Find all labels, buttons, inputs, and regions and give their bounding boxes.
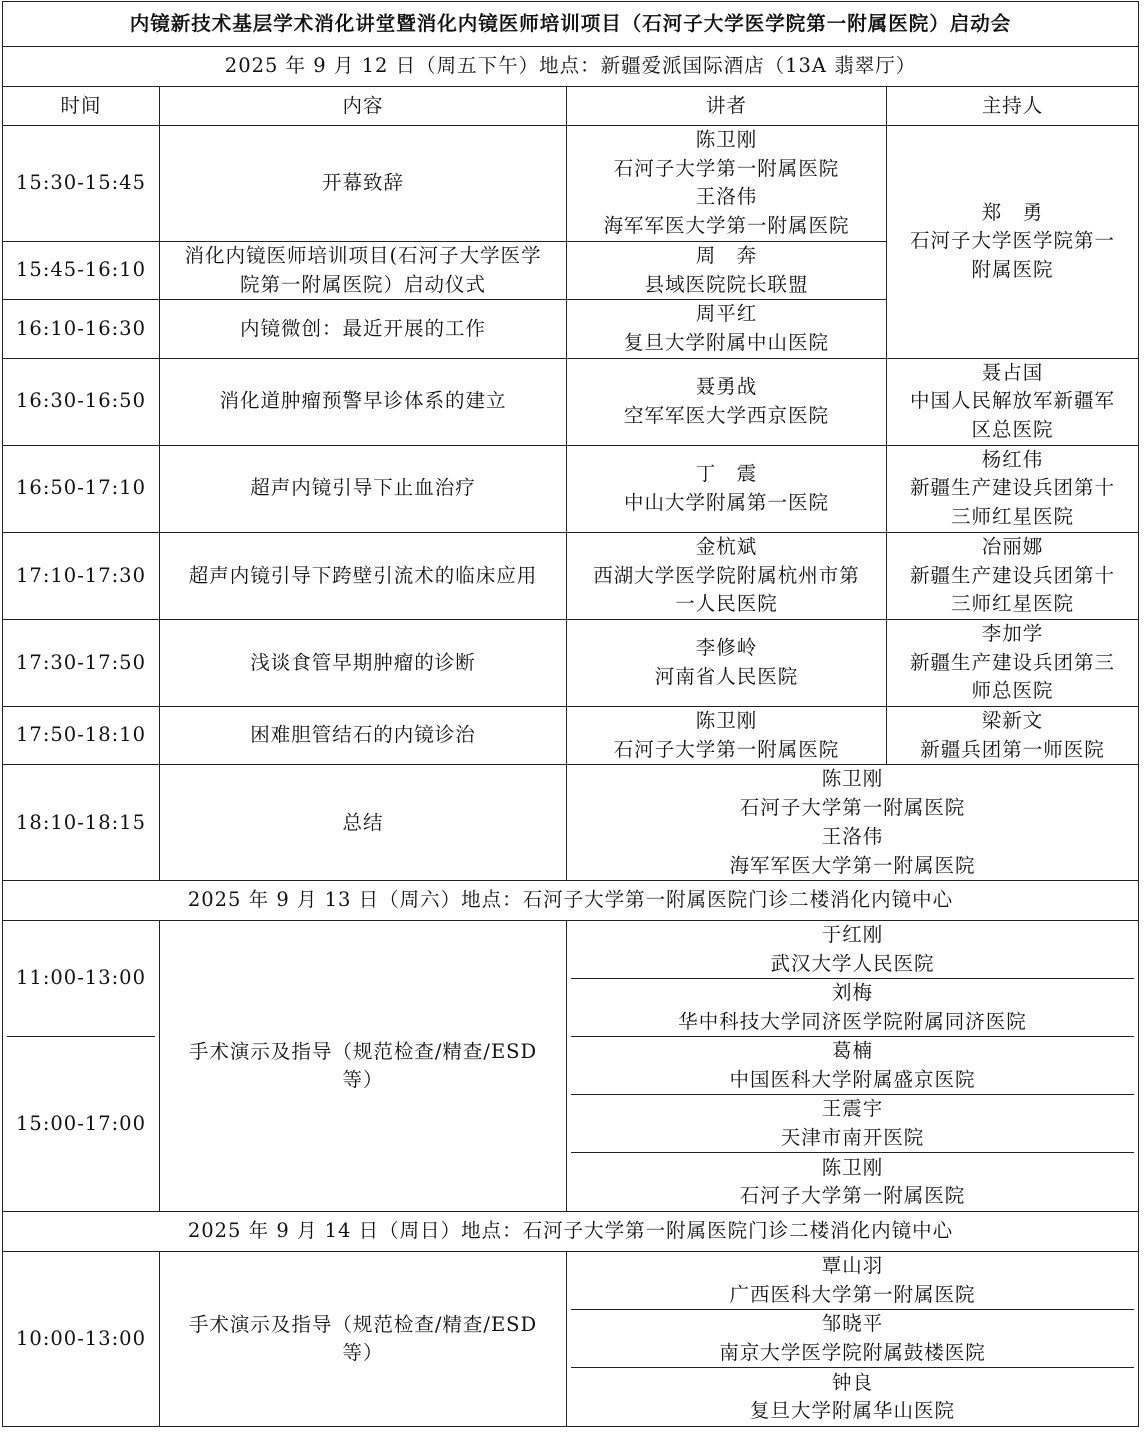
- dateline-row: [3, 881, 1139, 921]
- speaker-affiliation: 西湖大学医学院附属杭州市第: [593, 563, 860, 587]
- speaker-name: 陈卫刚: [695, 709, 758, 733]
- speaker-block: [571, 1095, 1134, 1153]
- time-cell: 10:00-13:00: [3, 1252, 160, 1427]
- day1-dateline: 2025 年 9 月 12 日（周五下午）地点：新疆爱派国际酒店（13A 翡翠厅）: [3, 47, 1139, 87]
- host-affiliation: 中国人民解放军新疆军: [910, 389, 1116, 413]
- topic-cell: 消化道肿瘤预警早诊体系的建立: [160, 358, 567, 445]
- speaker-name: 王洛伟: [821, 824, 884, 848]
- host-cell: [887, 619, 1139, 706]
- speaker-block: [571, 1310, 1134, 1368]
- host-affiliation: 附属医院: [971, 258, 1054, 282]
- host-affiliation: 师总医院: [971, 679, 1054, 703]
- speaker-affiliation: 海军军医大学第一附属医院: [729, 853, 976, 877]
- speaker-cell: [567, 445, 887, 532]
- speaker-block: [571, 1037, 1134, 1095]
- time-cell: 17:30-17:50: [3, 619, 160, 706]
- table-row: [3, 765, 1139, 881]
- title-row: [3, 2, 1139, 47]
- topic-line: 消化内镜医师培训项目(石河子大学医学: [184, 243, 542, 267]
- time-slot: [7, 1037, 155, 1211]
- table-row: [3, 707, 1139, 765]
- speaker-name: 王洛伟: [695, 185, 758, 209]
- host-cell: [887, 445, 1139, 532]
- day3-dateline: 2025 年 9 月 14 日（周日）地点：石河子大学第一附属医院门诊二楼消化内镜中心: [3, 1212, 1139, 1252]
- speaker-affiliation: 河南省人民医院: [654, 665, 799, 688]
- dateline-row: [3, 1212, 1139, 1252]
- speaker-cell: [567, 921, 1139, 1212]
- topic-cell: [160, 241, 567, 299]
- speaker-name: 陈卫刚: [821, 1155, 884, 1179]
- time-cell: 17:10-17:30: [3, 532, 160, 619]
- speaker-cell: [567, 707, 887, 765]
- speaker-block: [571, 1153, 1134, 1211]
- table-row: [3, 126, 1139, 242]
- host-name: 梁新文: [981, 709, 1044, 733]
- topic-line: 手术演示及指导（规范检查/精查/ESD: [188, 1312, 538, 1336]
- topic-cell: 浅谈食管早期肿瘤的诊断: [160, 619, 567, 706]
- host-affiliation: 新疆生产建设兵团第十: [910, 563, 1116, 587]
- speaker-name: 周 奔: [695, 243, 758, 267]
- time-cell: 16:10-16:30: [3, 300, 160, 358]
- time-cell: 17:50-18:10: [3, 707, 160, 765]
- speaker-affiliation: 南京大学医学院附属鼓楼医院: [719, 1340, 986, 1364]
- host-cell: [887, 126, 1139, 359]
- speaker-cell: [567, 126, 887, 242]
- speaker-affiliation: 海军军医大学第一附属医院: [603, 214, 850, 238]
- table-row: [3, 532, 1139, 619]
- time-label: 15:00-17:00: [16, 1111, 146, 1135]
- host-affiliation: 新疆生产建设兵团第三: [910, 650, 1116, 674]
- speaker-affiliation: 武汉大学人民医院: [770, 951, 935, 975]
- speaker-affiliation: 华中科技大学同济医学院附属同济医院: [678, 1009, 1027, 1033]
- speaker-cell: [567, 619, 887, 706]
- speaker-name: 陈卫刚: [695, 128, 758, 151]
- speaker-name: 丁 震: [695, 462, 758, 486]
- topic-cell: [160, 1252, 567, 1427]
- speaker-affiliation: 天津市南开医院: [780, 1125, 925, 1149]
- time-cell: 16:30-16:50: [3, 358, 160, 445]
- topic-line: 手术演示及指导（规范检查/精查/ESD: [188, 1039, 538, 1063]
- topic-cell: 超声内镜引导下止血治疗: [160, 445, 567, 532]
- host-cell: [887, 707, 1139, 765]
- topic-cell: [160, 921, 567, 1212]
- host-cell: [887, 532, 1139, 619]
- speaker-affiliation: 复旦大学附属华山医院: [750, 1399, 956, 1423]
- topic-cell: 总结: [160, 765, 567, 881]
- speaker-affiliation: 空军军医大学西京医院: [623, 403, 829, 427]
- host-name: 李加学: [981, 621, 1044, 645]
- host-name: 杨红伟: [981, 447, 1044, 471]
- speaker-name: 葛楠: [832, 1039, 874, 1063]
- speaker-cell: [567, 241, 887, 299]
- page-title: 内镜新技术基层学术消化讲堂暨消化内镜医师培训项目（石河子大学医学院第一附属医院）启动会: [3, 2, 1139, 47]
- header-speaker: 讲者: [567, 87, 887, 126]
- speaker-name: 周平红: [695, 302, 758, 326]
- header-row: [3, 87, 1139, 126]
- topic-line: 院第一附属医院）启动仪式: [239, 272, 486, 296]
- topic-cell: 超声内镜引导下跨壁引流术的临床应用: [160, 532, 567, 619]
- host-affiliation: 石河子大学医学院第一: [910, 229, 1116, 253]
- time-label: 11:00-13:00: [16, 966, 146, 990]
- speaker-block: [571, 979, 1134, 1037]
- schedule-table: [2, 1, 1139, 1427]
- speaker-name: 于红刚: [821, 923, 884, 947]
- topic-cell: 开幕致辞: [160, 126, 567, 242]
- speaker-affiliation: 一人民医院: [675, 592, 778, 616]
- speaker-affiliation: 广西医科大学第一附属医院: [729, 1282, 976, 1306]
- speaker-affiliation: 中国医科大学附属盛京医院: [729, 1067, 976, 1091]
- table-row: [3, 619, 1139, 706]
- speaker-affiliation: 石河子大学第一附属医院: [739, 1184, 966, 1208]
- speaker-block: [571, 921, 1134, 979]
- speaker-block: [571, 1368, 1134, 1426]
- time-cell: 16:50-17:10: [3, 445, 160, 532]
- speaker-name: 覃山羽: [821, 1254, 884, 1278]
- topic-cell: 困难胆管结石的内镜诊治: [160, 707, 567, 765]
- topic-line: 等）: [342, 1068, 384, 1092]
- table-row: [3, 1252, 1139, 1427]
- speaker-name: 聂勇战: [695, 374, 758, 398]
- time-slot: [7, 921, 155, 1037]
- header-time: 时间: [3, 87, 160, 126]
- host-name: 冶丽娜: [981, 534, 1044, 558]
- speaker-affiliation: 中山大学附属第一医院: [623, 490, 829, 514]
- speaker-cell: [567, 1252, 1139, 1427]
- speaker-affiliation: 县域医院院长联盟: [644, 272, 809, 296]
- speaker-name: 陈卫刚: [821, 767, 884, 791]
- speaker-affiliation: 复旦大学附属中山医院: [623, 330, 829, 354]
- speaker-name: 刘梅: [832, 981, 874, 1005]
- speaker-name: 李修岭: [695, 636, 758, 660]
- speaker-cell: [567, 532, 887, 619]
- topic-line: 等）: [342, 1341, 384, 1365]
- speaker-affiliation: 石河子大学第一附属医院: [613, 737, 840, 761]
- host-affiliation: 三师红星医院: [951, 505, 1075, 529]
- dateline-row: [3, 47, 1139, 87]
- table-row: [3, 445, 1139, 532]
- header-content: 内容: [160, 87, 567, 126]
- topic-cell: 内镜微创：最近开展的工作: [160, 300, 567, 358]
- host-name: 郑 勇: [981, 200, 1044, 224]
- table-row: [3, 921, 1139, 1212]
- speaker-name: 钟良: [832, 1370, 874, 1394]
- header-host: 主持人: [887, 87, 1139, 126]
- time-cell: 15:30-15:45: [3, 126, 160, 242]
- speaker-affiliation: 石河子大学第一附属医院: [739, 796, 966, 820]
- host-affiliation: 三师红星医院: [951, 592, 1075, 616]
- host-cell: [887, 358, 1139, 445]
- day2-dateline: 2025 年 9 月 13 日（周六）地点：石河子大学第一附属医院门诊二楼消化内镜中心: [3, 881, 1139, 921]
- time-cell: [3, 921, 160, 1212]
- speaker-cell: [567, 358, 887, 445]
- host-affiliation: 新疆兵团第一师医院: [920, 737, 1105, 761]
- speaker-block: [571, 1252, 1134, 1310]
- host-affiliation: 区总医院: [971, 418, 1054, 442]
- speaker-name: 金杭斌: [695, 534, 758, 558]
- host-name: 聂占国: [981, 360, 1044, 384]
- speaker-name: 王震宇: [821, 1097, 884, 1121]
- speaker-name: 邹晓平: [821, 1312, 884, 1336]
- host-affiliation: 新疆生产建设兵团第十: [910, 476, 1116, 500]
- table-row: [3, 358, 1139, 445]
- time-cell: 18:10-18:15: [3, 765, 160, 881]
- speaker-affiliation: 石河子大学第一附属医院: [613, 156, 840, 180]
- speaker-cell: [567, 765, 1139, 881]
- speaker-cell: [567, 300, 887, 358]
- time-cell: 15:45-16:10: [3, 241, 160, 299]
